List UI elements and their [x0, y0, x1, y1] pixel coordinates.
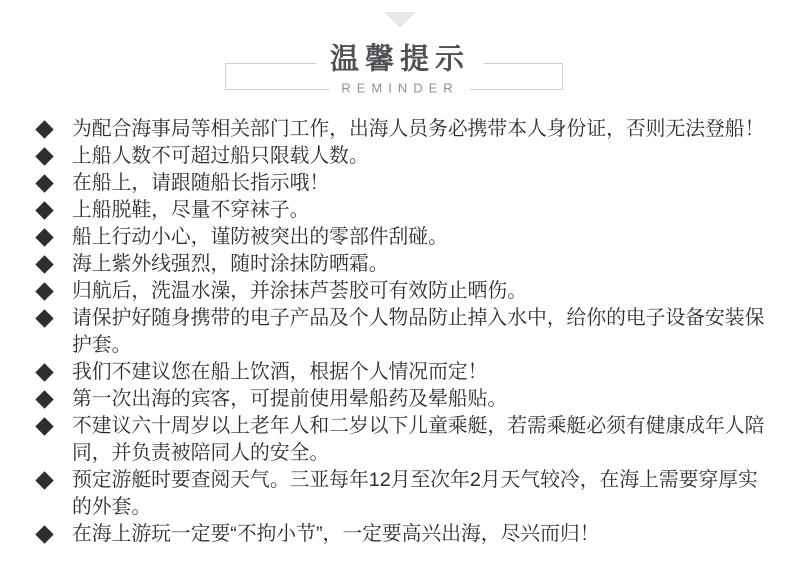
black-diamond-icon — [35, 525, 53, 543]
reminder-text: 在船上，请跟随船长指示哦！ — [72, 172, 330, 194]
page-title: 温馨提示 — [316, 37, 484, 78]
list-item — [36, 251, 769, 278]
reminder-text: 在海上游玩一定要“不拘小节”，一定要高兴出海，尽兴而归！ — [72, 523, 600, 545]
down-triangle-icon — [384, 12, 416, 28]
black-diamond-icon — [35, 282, 53, 300]
black-diamond-icon — [35, 417, 53, 435]
black-diamond-icon — [35, 363, 53, 381]
list-item — [36, 278, 769, 305]
list-item — [36, 386, 769, 413]
list-item — [36, 116, 769, 143]
reminder-text: 我们不建议您在船上饮酒，根据个人情况而定！ — [72, 361, 488, 383]
reminder-text: 第一次出海的宾客，可提前使用晕船药及晕船贴。 — [72, 388, 508, 410]
list-item — [36, 197, 769, 224]
list-item — [36, 359, 769, 386]
reminder-text: 请保护好随身携带的电子产品及个人物品防止掉入水中，给你的电子设备安装保护套。 — [72, 307, 765, 356]
black-diamond-icon — [35, 309, 53, 327]
reminder-text: 上船脱鞋，尽量不穿袜子。 — [72, 199, 310, 221]
black-diamond-icon — [35, 390, 53, 408]
black-diamond-icon — [35, 471, 53, 489]
reminder-list — [36, 116, 769, 548]
list-item — [36, 224, 769, 251]
black-diamond-icon — [35, 174, 53, 192]
reminder-text: 船上行动小心，谨防被突出的零部件刮碰。 — [72, 226, 448, 248]
reminder-text: 归航后，洗温水澡，并涂抹芦荟胶可有效防止晒伤。 — [72, 280, 527, 302]
page-subtitle: REMINDER — [329, 81, 470, 96]
list-item — [36, 170, 769, 197]
reminder-text: 为配合海事局等相关部门工作，出海人员务必携带本人身份证，否则无法登船！ — [72, 118, 765, 140]
reminder-text: 上船人数不可超过船只限载人数。 — [72, 145, 369, 167]
black-diamond-icon — [35, 147, 53, 165]
list-item — [36, 143, 769, 170]
black-diamond-icon — [35, 228, 53, 246]
reminder-text: 海上紫外线强烈，随时涂抹防晒霜。 — [72, 253, 389, 275]
black-diamond-icon — [35, 201, 53, 219]
list-item — [36, 413, 769, 467]
black-diamond-icon — [35, 120, 53, 138]
black-diamond-icon — [35, 255, 53, 273]
reminder-text: 预定游艇时要查阅天气。三亚每年12月至次年2月天气较冷，在海上需要穿厚实的外套。 — [72, 469, 758, 518]
list-item — [36, 467, 769, 521]
reminder-text: 不建议六十周岁以上老年人和二岁以下儿童乘艇，若需乘艇必须有健康成年人陪同，并负责被陪同人的安全。 — [72, 415, 765, 464]
list-item — [36, 305, 769, 359]
list-item — [36, 521, 769, 548]
